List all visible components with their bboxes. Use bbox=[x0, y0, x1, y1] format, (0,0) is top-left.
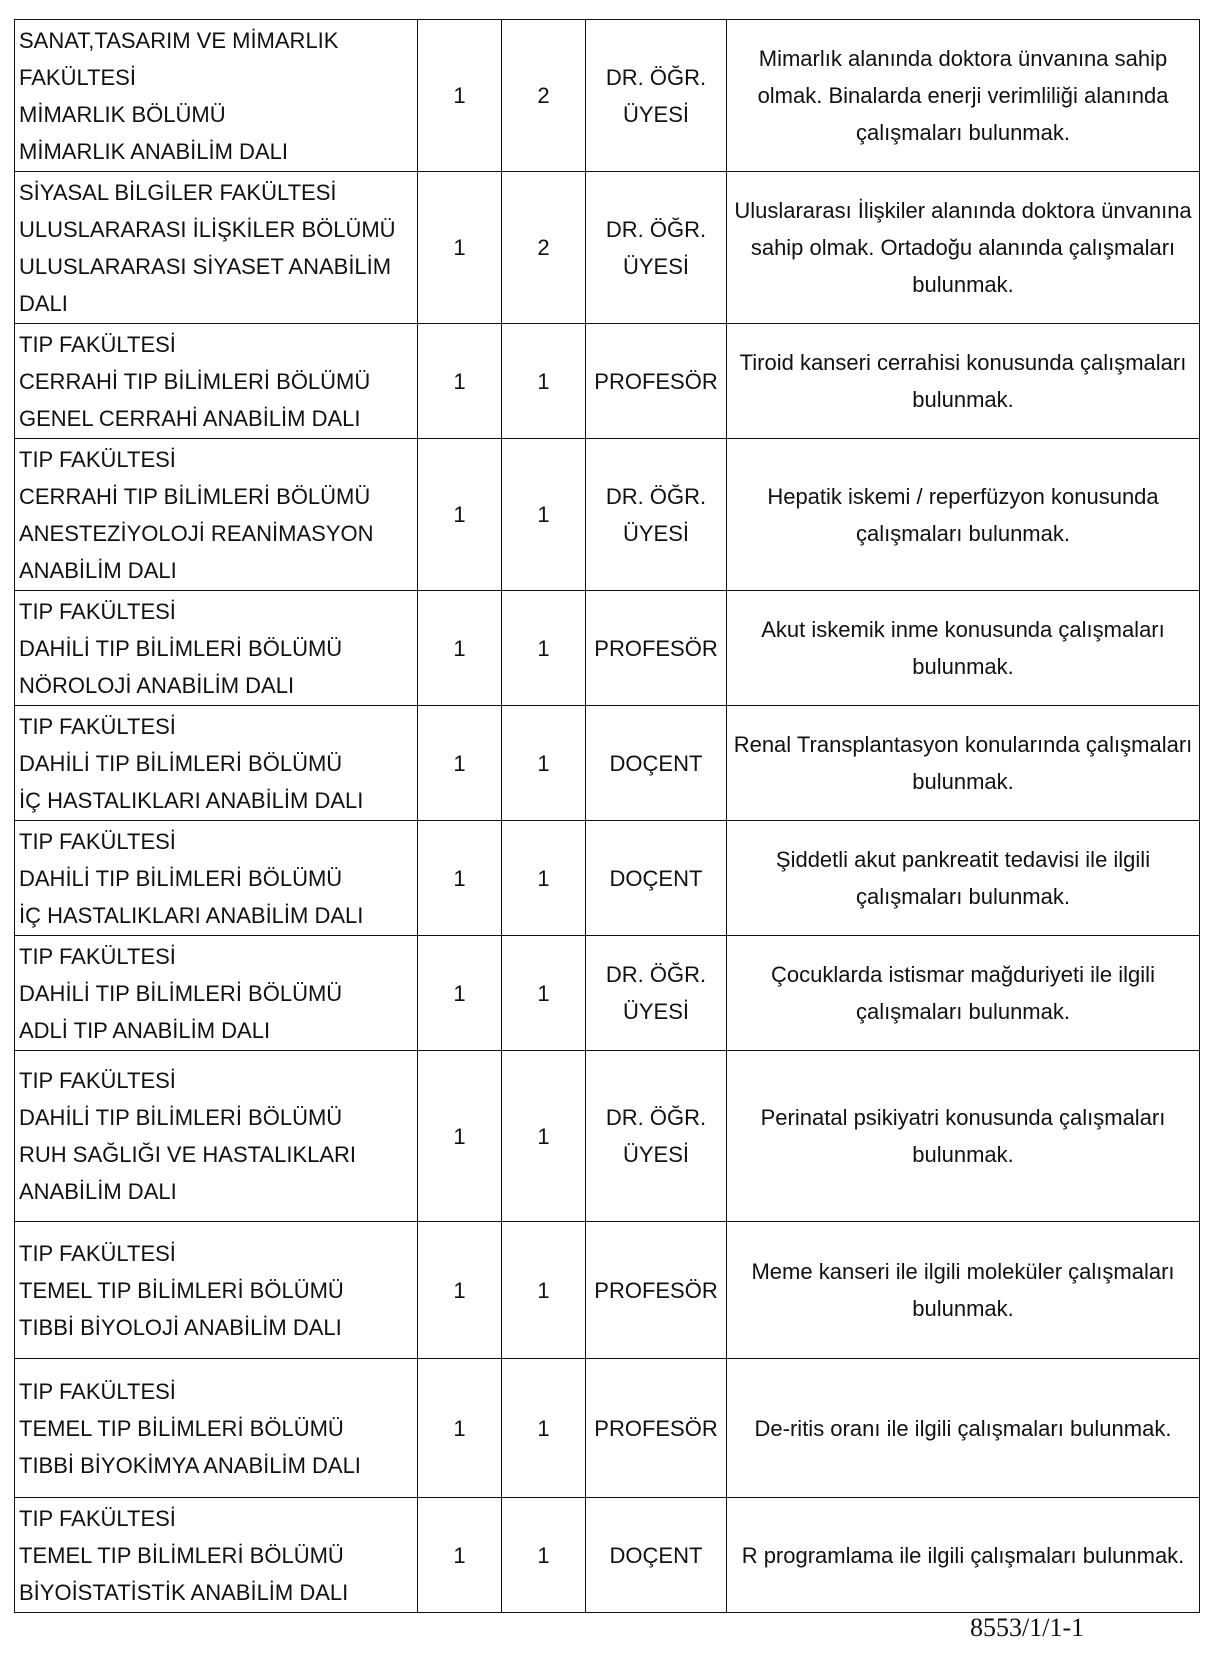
requirement-cell: Uluslararası İlişkiler alanında doktora ünvanına sahip olmak. Ortadoğu alanında çalışmaları bulunmak. bbox=[727, 172, 1200, 324]
unit-cell: TIP FAKÜLTESİ DAHİLİ TIP BİLİMLERİ BÖLÜMÜ NÖROLOJİ ANABİLİM DALI bbox=[15, 591, 418, 706]
requirement-cell: Renal Transplantasyon konularında çalışmaları bulunmak. bbox=[727, 706, 1200, 821]
count-cell: 1 bbox=[418, 936, 502, 1051]
positions-table bbox=[14, 19, 1200, 1613]
degree-cell: 1 bbox=[502, 591, 586, 706]
count-cell: 1 bbox=[418, 172, 502, 324]
degree-cell: 1 bbox=[502, 1051, 586, 1222]
table-row bbox=[15, 439, 1200, 591]
unit-cell: TIP FAKÜLTESİ TEMEL TIP BİLİMLERİ BÖLÜMÜ BİYOİSTATİSTİK ANABİLİM DALI bbox=[15, 1498, 418, 1613]
title-cell: DR. ÖĞR. ÜYESİ bbox=[586, 20, 727, 172]
count-cell: 1 bbox=[418, 324, 502, 439]
count-cell: 1 bbox=[418, 1359, 502, 1498]
unit-cell: TIP FAKÜLTESİ CERRAHİ TIP BİLİMLERİ BÖLÜMÜ ANESTEZİYOLOJİ REANİMASYON ANABİLİM DALI bbox=[15, 439, 418, 591]
degree-cell: 1 bbox=[502, 1222, 586, 1359]
requirement-cell: Meme kanseri ile ilgili moleküler çalışmaları bulunmak. bbox=[727, 1222, 1200, 1359]
title-cell: DOÇENT bbox=[586, 821, 727, 936]
degree-cell: 1 bbox=[502, 821, 586, 936]
title-cell: DR. ÖĞR. ÜYESİ bbox=[586, 172, 727, 324]
title-cell: DOÇENT bbox=[586, 1498, 727, 1613]
table-row bbox=[15, 821, 1200, 936]
unit-cell: TIP FAKÜLTESİ DAHİLİ TIP BİLİMLERİ BÖLÜMÜ ADLİ TIP ANABİLİM DALI bbox=[15, 936, 418, 1051]
table-row bbox=[15, 1498, 1200, 1613]
requirement-cell: Tiroid kanseri cerrahisi konusunda çalışmaları bulunmak. bbox=[727, 324, 1200, 439]
title-cell: DR. ÖĞR. ÜYESİ bbox=[586, 439, 727, 591]
requirement-cell: Perinatal psikiyatri konusunda çalışmaları bulunmak. bbox=[727, 1051, 1200, 1222]
table-row bbox=[15, 1051, 1200, 1222]
count-cell: 1 bbox=[418, 1498, 502, 1613]
unit-cell: TIP FAKÜLTESİ TEMEL TIP BİLİMLERİ BÖLÜMÜ TIBBİ BİYOKİMYA ANABİLİM DALI bbox=[15, 1359, 418, 1498]
table-row bbox=[15, 936, 1200, 1051]
requirement-cell: Hepatik iskemi / reperfüzyon konusunda çalışmaları bulunmak. bbox=[727, 439, 1200, 591]
degree-cell: 2 bbox=[502, 172, 586, 324]
table-row bbox=[15, 1359, 1200, 1498]
degree-cell: 1 bbox=[502, 324, 586, 439]
count-cell: 1 bbox=[418, 1222, 502, 1359]
degree-cell: 1 bbox=[502, 936, 586, 1051]
count-cell: 1 bbox=[418, 591, 502, 706]
requirement-cell: Çocuklarda istismar mağduriyeti ile ilgili çalışmaları bulunmak. bbox=[727, 936, 1200, 1051]
unit-cell: TIP FAKÜLTESİ CERRAHİ TIP BİLİMLERİ BÖLÜMÜ GENEL CERRAHİ ANABİLİM DALI bbox=[15, 324, 418, 439]
table-row bbox=[15, 20, 1200, 172]
requirement-cell: De-ritis oranı ile ilgili çalışmaları bulunmak. bbox=[727, 1359, 1200, 1498]
requirement-cell: Mimarlık alanında doktora ünvanına sahip olmak. Binalarda enerji verimliliği alanında çalışmaları bulunmak. bbox=[727, 20, 1200, 172]
table-row bbox=[15, 172, 1200, 324]
unit-cell: TIP FAKÜLTESİ DAHİLİ TIP BİLİMLERİ BÖLÜMÜ İÇ HASTALIKLARI ANABİLİM DALI bbox=[15, 706, 418, 821]
unit-cell: SANAT,TASARIM VE MİMARLIK FAKÜLTESİ MİMARLIK BÖLÜMÜ MİMARLIK ANABİLİM DALI bbox=[15, 20, 418, 172]
table-row bbox=[15, 1222, 1200, 1359]
count-cell: 1 bbox=[418, 706, 502, 821]
count-cell: 1 bbox=[418, 439, 502, 591]
unit-cell: SİYASAL BİLGİLER FAKÜLTESİ ULUSLARARASI İLİŞKİLER BÖLÜMÜ ULUSLARARASI SİYASET ANABİLİM DALI bbox=[15, 172, 418, 324]
degree-cell: 1 bbox=[502, 1498, 586, 1613]
degree-cell: 1 bbox=[502, 706, 586, 821]
unit-cell: TIP FAKÜLTESİ DAHİLİ TIP BİLİMLERİ BÖLÜMÜ İÇ HASTALIKLARI ANABİLİM DALI bbox=[15, 821, 418, 936]
unit-cell: TIP FAKÜLTESİ TEMEL TIP BİLİMLERİ BÖLÜMÜ TIBBİ BİYOLOJİ ANABİLİM DALI bbox=[15, 1222, 418, 1359]
table-row bbox=[15, 706, 1200, 821]
requirement-cell: Şiddetli akut pankreatit tedavisi ile ilgili çalışmaları bulunmak. bbox=[727, 821, 1200, 936]
requirement-cell: R programlama ile ilgili çalışmaları bulunmak. bbox=[727, 1498, 1200, 1613]
degree-cell: 2 bbox=[502, 20, 586, 172]
count-cell: 1 bbox=[418, 821, 502, 936]
requirement-cell: Akut iskemik inme konusunda çalışmaları bulunmak. bbox=[727, 591, 1200, 706]
unit-cell: TIP FAKÜLTESİ DAHİLİ TIP BİLİMLERİ BÖLÜMÜ RUH SAĞLIĞI VE HASTALIKLARI ANABİLİM DALI bbox=[15, 1051, 418, 1222]
positions-table-body bbox=[15, 20, 1200, 1613]
title-cell: PROFESÖR bbox=[586, 591, 727, 706]
count-cell: 1 bbox=[418, 20, 502, 172]
document-reference: 8553/1/1-1 bbox=[970, 1613, 1085, 1642]
count-cell: 1 bbox=[418, 1051, 502, 1222]
table-row bbox=[15, 324, 1200, 439]
degree-cell: 1 bbox=[502, 439, 586, 591]
degree-cell: 1 bbox=[502, 1359, 586, 1498]
title-cell: PROFESÖR bbox=[586, 1359, 727, 1498]
title-cell: PROFESÖR bbox=[586, 324, 727, 439]
title-cell: DR. ÖĞR. ÜYESİ bbox=[586, 936, 727, 1051]
title-cell: DR. ÖĞR. ÜYESİ bbox=[586, 1051, 727, 1222]
title-cell: PROFESÖR bbox=[586, 1222, 727, 1359]
title-cell: DOÇENT bbox=[586, 706, 727, 821]
table-row bbox=[15, 591, 1200, 706]
